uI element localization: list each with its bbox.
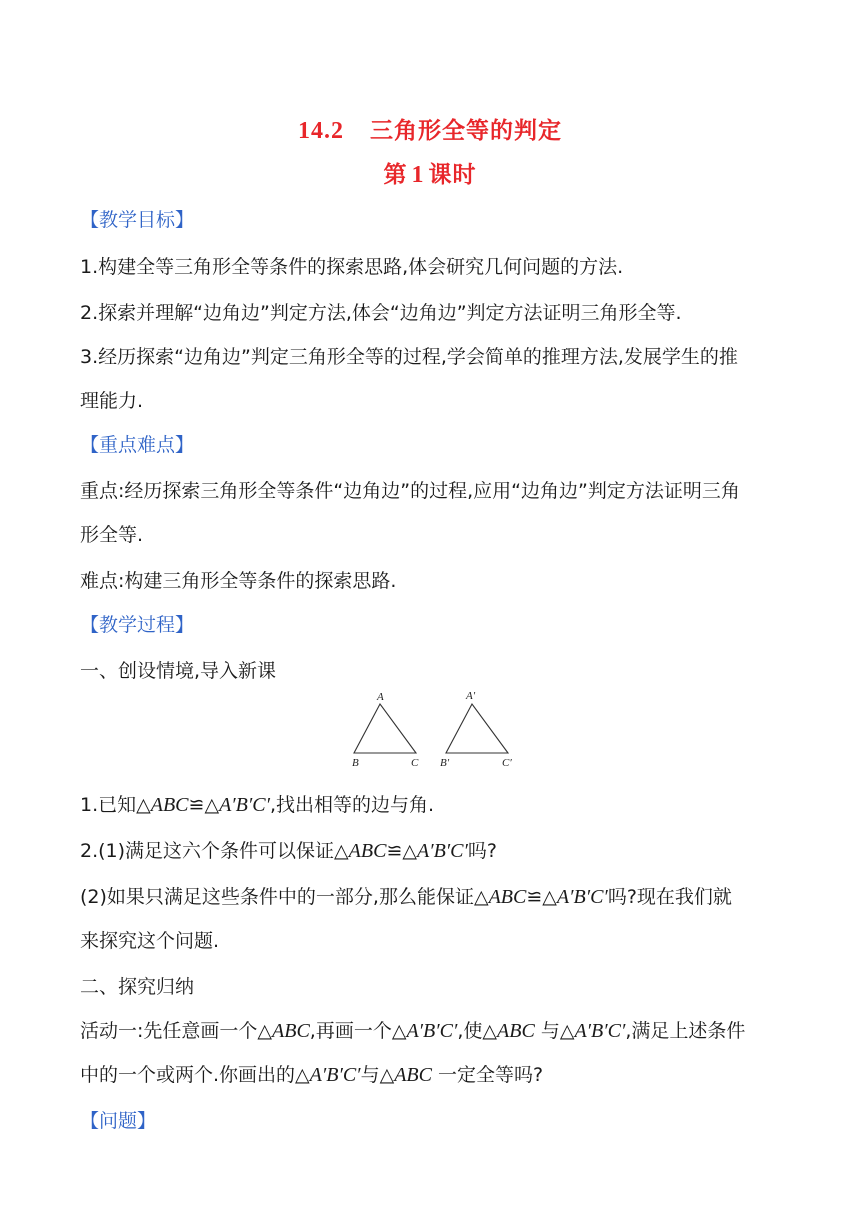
triangle-a-prime-b-prime-c-prime xyxy=(446,704,508,753)
goal-line-2: 2.探索并理解“边角边”判定方法,体会“边角边”判定方法证明三角形全等. xyxy=(80,302,682,324)
q2-pre: 2.(1)满足这六个条件可以保证△ xyxy=(80,840,349,862)
q2-cong: ≌△ xyxy=(386,840,417,862)
act2-v2: ABC xyxy=(394,1064,432,1086)
act-v4: A′B′C′ xyxy=(574,1020,626,1042)
act-p2: ,再画一个△ xyxy=(309,1020,407,1042)
question-line-2 xyxy=(80,836,780,863)
act-p1: 活动一:先任意画一个△ xyxy=(80,1020,273,1042)
act-v1: ABC xyxy=(272,1020,310,1042)
q2-abc: ABC xyxy=(348,840,387,862)
activity-line-1 xyxy=(80,1016,780,1043)
subtitle-number: 1 xyxy=(411,162,425,188)
act-p3: ,使△ xyxy=(457,1020,498,1042)
q3-cong: ≌△ xyxy=(526,886,557,908)
label-a-prime: A′ xyxy=(466,690,476,702)
q3-post: 吗?现在我们就 xyxy=(607,886,732,908)
label-b: B xyxy=(352,757,359,769)
act-v3: ABC xyxy=(497,1020,535,1042)
part2-heading: 二、探究归纳 xyxy=(80,976,195,998)
label-a: A xyxy=(377,691,384,703)
label-c-prime: C′ xyxy=(502,757,512,769)
act2-p3: 一定全等吗? xyxy=(431,1064,544,1086)
label-c: C xyxy=(411,757,419,769)
q1-abc: ABC xyxy=(150,794,189,816)
lesson-title-text: 三角形全等的判定 xyxy=(370,118,562,144)
act2-p1: 中的一个或两个.你画出的△ xyxy=(80,1064,310,1086)
q1-pre: 1.已知△ xyxy=(80,794,151,816)
act-v2: A′B′C′ xyxy=(406,1020,458,1042)
question-line-3 xyxy=(80,882,780,909)
q3-abc2: A′B′C′ xyxy=(556,886,608,908)
q2-abc2: A′B′C′ xyxy=(416,840,468,862)
triangle-abc xyxy=(354,704,416,753)
lesson-subtitle xyxy=(0,156,860,189)
goal-line-1: 1.构建全等三角形全等条件的探索思路,体会研究几何问题的方法. xyxy=(80,256,624,278)
q1-abc2: A′B′C′ xyxy=(219,794,270,816)
section-heading-keypoints: 【重点难点】 xyxy=(80,434,195,456)
subtitle-pre: 第 xyxy=(383,162,408,188)
key-line-1: 重点:经历探索三角形全等条件“边角边”的过程,应用“边角边”判定方法证明三角 xyxy=(80,480,740,502)
act2-p2: 与△ xyxy=(360,1064,395,1086)
question-line-4: 来探究这个问题. xyxy=(80,930,220,952)
key-line-2: 形全等. xyxy=(80,524,144,546)
q1-post: ,找出相等的边与角. xyxy=(269,794,435,816)
goal-line-4: 理能力. xyxy=(80,390,144,412)
question-line-1 xyxy=(80,790,780,817)
label-b-prime: B′ xyxy=(440,757,450,769)
subtitle-post: 课时 xyxy=(428,162,477,188)
q1-cong: ≌△ xyxy=(188,794,220,816)
act2-v1: A′B′C′ xyxy=(309,1064,361,1086)
activity-line-2 xyxy=(80,1060,780,1087)
congruent-triangles-figure xyxy=(340,686,530,772)
part1-heading: 一、创设情境,导入新课 xyxy=(80,660,277,682)
section-heading-question: 【问题】 xyxy=(80,1110,157,1132)
q3-pre: (2)如果只满足这些条件中的一部分,那么能保证△ xyxy=(80,886,489,908)
section-heading-goals: 【教学目标】 xyxy=(80,209,195,231)
section-heading-process: 【教学过程】 xyxy=(80,614,195,636)
q3-abc: ABC xyxy=(488,886,527,908)
q2-post: 吗? xyxy=(467,840,497,862)
act-p4: 与△ xyxy=(534,1020,575,1042)
triangles-svg xyxy=(340,686,530,772)
lesson-number: 14.2 xyxy=(298,118,344,144)
difficulty-line: 难点:构建三角形全等条件的探索思路. xyxy=(80,570,397,592)
goal-line-3: 3.经历探索“边角边”判定三角形全等的过程,学会简单的推理方法,发展学生的推 xyxy=(80,346,738,368)
lesson-title xyxy=(0,112,860,145)
act-p5: ,满足上述条件 xyxy=(625,1020,746,1042)
